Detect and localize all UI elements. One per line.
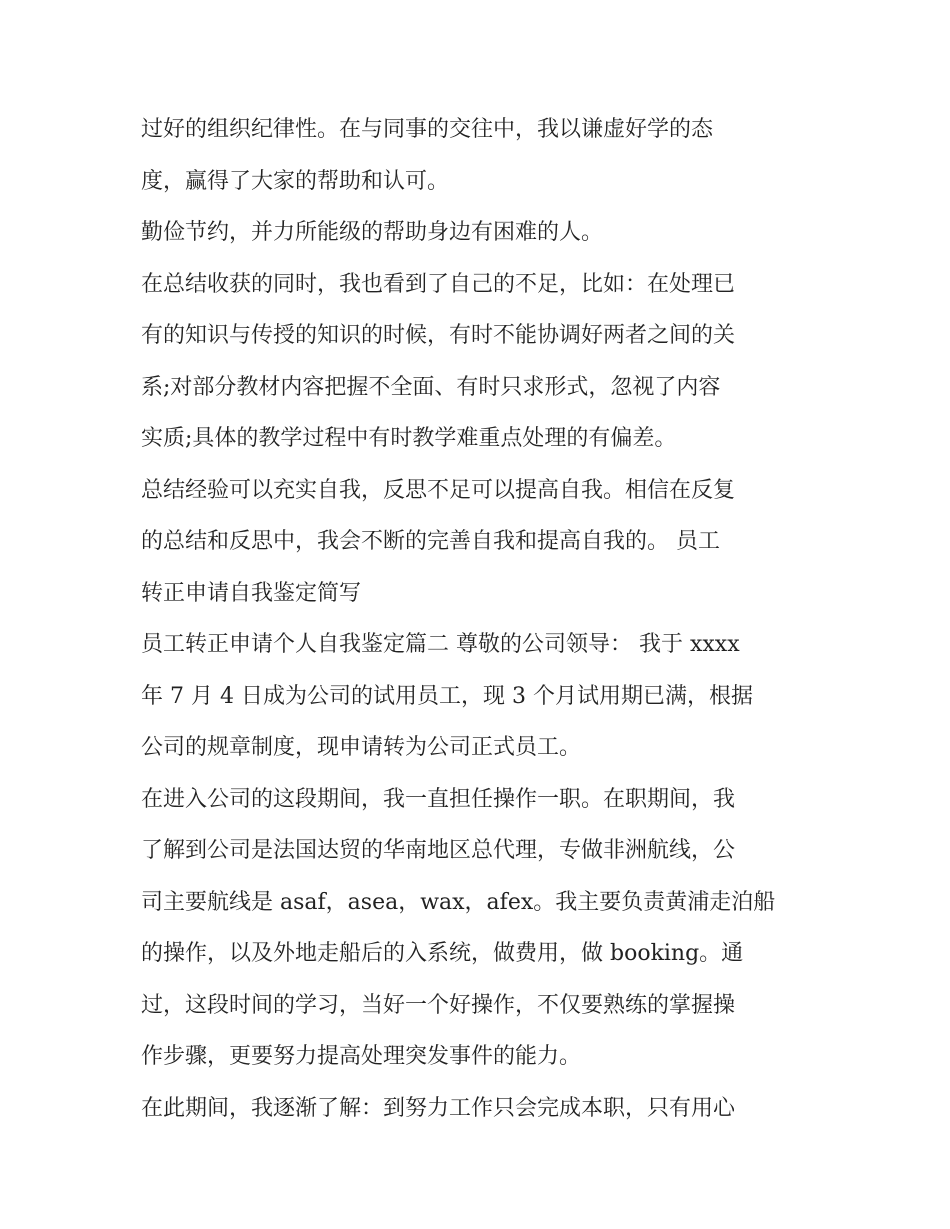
text-line: 在进入公司的这段期间，我一直担任操作一职。在职期间，我: [141, 786, 736, 812]
text-line: 度，赢得了大家的帮助和认可。: [141, 168, 450, 194]
text-line: 在总结收获的同时，我也看到了自己的不足，比如：在处理已: [141, 271, 736, 297]
text-line: 转正申请自我鉴定简写: [141, 580, 362, 606]
text-line: 了解到公司是法国达贸的华南地区总代理，专做非洲航线，公: [141, 838, 736, 863]
text-line: 过，这段时间的学习，当好一个好操作，不仅要熟练的掌握操: [141, 992, 736, 1018]
text-line: 勤俭节约，并力所能级的帮助身边有困难的人。: [141, 220, 604, 245]
text-line: 的总结和反思中，我会不断的完善自我和提高自我的。 员工: [141, 529, 720, 554]
text-line: 实质;具体的教学过程中有时教学难重点处理的有偏差。: [141, 426, 677, 451]
text-line: 作步骤，更要努力提高处理突发事件的能力。: [141, 1044, 582, 1069]
text-line: 的操作，以及外地走船后的入系统，做费用，做 booking。通: [141, 941, 744, 966]
document-body: [141, 104, 813, 1134]
text-line: 年 7 月 4 日成为公司的试用员工，现 3 个月试用期已满，根据: [141, 683, 753, 709]
text-line: 在此期间，我逐渐了解：到努力工作只会完成本职，只有用心: [141, 1095, 736, 1121]
text-line: 司主要航线是 asaf，asea，wax，afex。我主要负责黄浦走泊船: [141, 889, 776, 915]
text-line: 公司的规章制度，现申请转为公司正式员工。: [141, 735, 582, 760]
text-line: 有的知识与传授的知识的时候，有时不能协调好两者之间的关: [141, 323, 736, 348]
text-line: 员工转正申请个人自我鉴定篇二 尊敬的公司领导： 我于 xxxx: [141, 632, 740, 657]
text-line: 总结经验可以充实自我，反思不足可以提高自我。相信在反复: [141, 477, 736, 503]
text-line: 过好的组织纪律性。在与同事的交往中，我以谦虚好学的态: [141, 117, 714, 142]
text-line: 系;对部分教材内容把握不全面、有时只求形式，忽视了内容: [141, 374, 721, 400]
